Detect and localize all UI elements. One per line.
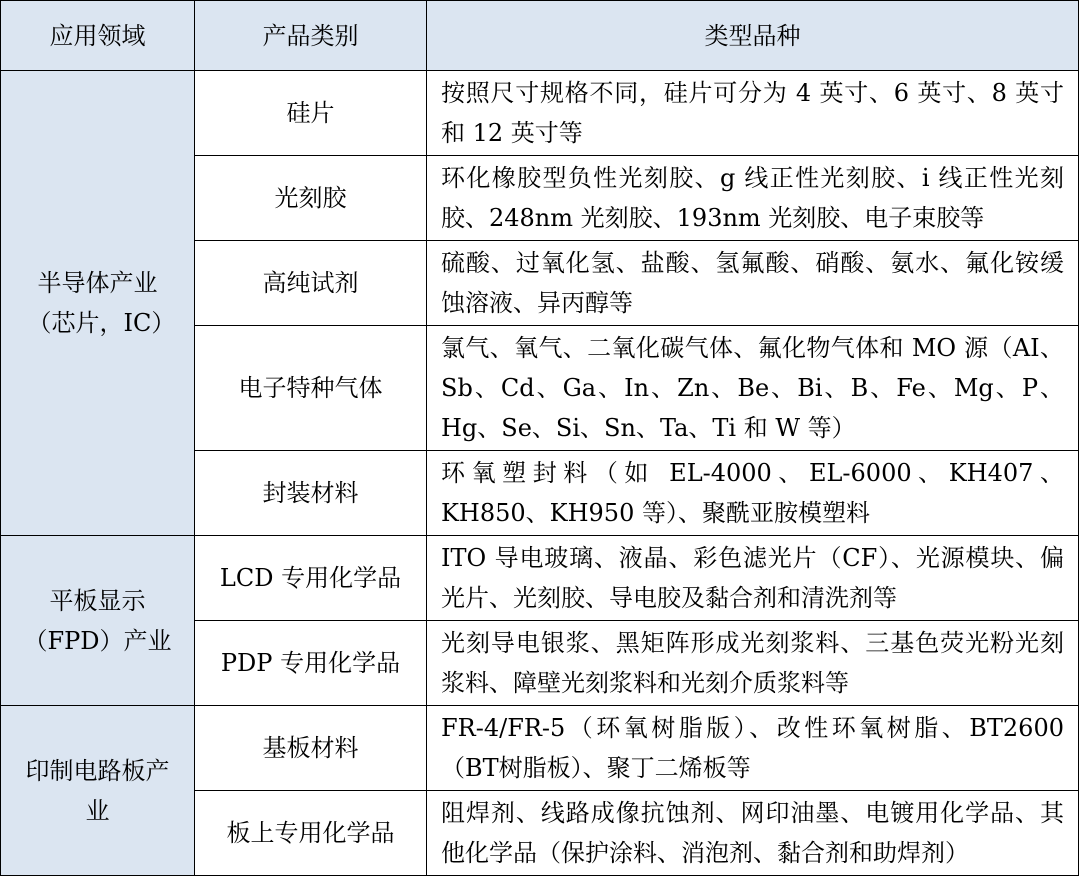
- group-label: 平板显示（FPD）产业: [23, 586, 172, 655]
- category-cell: 硅片: [195, 71, 427, 156]
- group-pcb: [1, 706, 195, 876]
- types-cell: ITO 导电玻璃、液晶、彩色滤光片（CF）、光源模块、偏光片、光刻胶、导电胶及黏合剂和清洗剂等: [427, 536, 1079, 621]
- header-application-field: 应用领域: [1, 1, 195, 71]
- group-label: 半导体产业（芯片，IC）: [27, 269, 176, 337]
- group-semiconductor: [1, 71, 195, 536]
- category-cell: 封装材料: [195, 451, 427, 536]
- table-row: [1, 536, 1079, 621]
- types-cell: 按照尺寸规格不同，硅片可分为 4 英寸、6 英寸、8 英寸和 12 英寸等: [427, 71, 1079, 156]
- category-cell: 高纯试剂: [195, 241, 427, 326]
- header-row: [1, 1, 1079, 71]
- group-flat-panel-display: [1, 536, 195, 706]
- types-cell: 环氧塑封料（如 EL-4000、EL-6000、KH407、KH850、KH950 等）、聚酰亚胺模塑料: [427, 451, 1079, 536]
- types-cell: 硫酸、过氧化氢、盐酸、氢氟酸、硝酸、氨水、氟化铵缓蚀溶液、异丙醇等: [427, 241, 1079, 326]
- group-label: 印制电路板产业: [25, 756, 170, 825]
- types-cell: 阻焊剂、线路成像抗蚀剂、网印油墨、电镀用化学品、其他化学品（保护涂料、消泡剂、黏合剂和助焊剂）: [427, 791, 1079, 876]
- table-row: [1, 71, 1079, 156]
- header-product-category: 产品类别: [195, 1, 427, 71]
- types-cell: 环化橡胶型负性光刻胶、g 线正性光刻胶、i 线正性光刻胶、248nm 光刻胶、193nm 光刻胶、电子束胶等: [427, 156, 1079, 241]
- types-cell: 光刻导电银浆、黑矩阵形成光刻浆料、三基色荧光粉光刻浆料、障壁光刻浆料和光刻介质浆料等: [427, 621, 1079, 706]
- category-cell: 基板材料: [195, 706, 427, 791]
- category-cell: 板上专用化学品: [195, 791, 427, 876]
- category-cell: 电子特种气体: [195, 326, 427, 451]
- category-cell: 光刻胶: [195, 156, 427, 241]
- table-row: [1, 706, 1079, 791]
- category-cell: LCD 专用化学品: [195, 536, 427, 621]
- types-cell: 氯气、氧气、二氧化碳气体、氟化物气体和 MO 源（AI、Sb、Cd、Ga、In、Zn、Be、Bi、B、Fe、Mg、P、Hg、Se、Si、Sn、Ta、Ti 和 W 等）: [427, 326, 1079, 451]
- header-types: 类型品种: [427, 1, 1079, 71]
- types-cell: FR-4/FR-5（环氧树脂版）、改性环氧树脂、BT2600（BT树脂板）、聚丁二烯板等: [427, 706, 1079, 791]
- category-cell: PDP 专用化学品: [195, 621, 427, 706]
